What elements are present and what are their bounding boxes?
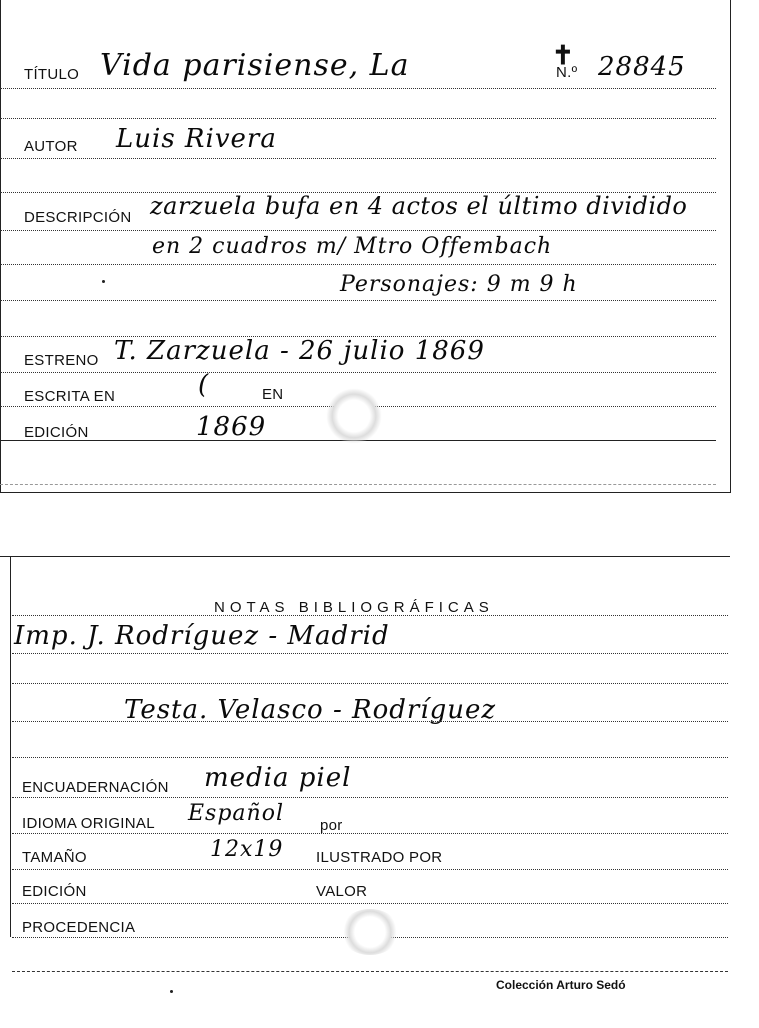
rule bbox=[0, 372, 716, 373]
titulo-value: Vida parisiense, La bbox=[100, 48, 410, 83]
procedencia-label: PROCEDENCIA bbox=[22, 919, 136, 936]
rule bbox=[0, 264, 716, 265]
titulo-label: TÍTULO bbox=[24, 66, 80, 83]
valor-label: VALOR bbox=[316, 883, 368, 900]
autor-value: Luis Rivera bbox=[116, 124, 277, 154]
descripcion-line2: en 2 cuadros m/ Mtro Offembach bbox=[152, 234, 553, 259]
cross-mark: ✝ bbox=[552, 40, 574, 70]
descripcion-label: DESCRIPCIÓN bbox=[24, 209, 132, 226]
rule bbox=[12, 683, 728, 684]
tamano-value: 12x19 bbox=[210, 837, 284, 862]
edicion-label: EDICIÓN bbox=[24, 424, 89, 441]
ink-blot bbox=[340, 909, 400, 955]
rule bbox=[12, 797, 728, 798]
escrita-en-label: ESCRITA EN bbox=[24, 388, 116, 405]
estreno-value: T. Zarzuela - 26 julio 1869 bbox=[114, 336, 485, 366]
catalog-card-back bbox=[0, 556, 730, 977]
note-line-2: Testa. Velasco - Rodríguez bbox=[124, 695, 497, 725]
ilustrado-label: ILUSTRADO POR bbox=[316, 849, 443, 866]
rule bbox=[12, 653, 728, 654]
rule bbox=[0, 484, 716, 485]
notas-heading: NOTAS BIBLIOGRÁFICAS bbox=[214, 599, 494, 616]
ink-blot bbox=[326, 388, 382, 444]
rule bbox=[0, 158, 716, 159]
rule bbox=[12, 903, 728, 904]
numero-value: 28845 bbox=[598, 52, 686, 82]
encuadernacion-value: media piel bbox=[204, 763, 352, 793]
descripcion-line3: Personajes: 9 m 9 h bbox=[340, 272, 578, 297]
estreno-label: ESTRENO bbox=[24, 352, 99, 369]
descripcion-line1: zarzuela bufa en 4 actos el último dividido bbox=[150, 192, 688, 220]
en-label: EN bbox=[262, 386, 284, 403]
numero-label: N.º bbox=[556, 64, 578, 81]
rule bbox=[0, 118, 716, 119]
idioma-value: Español bbox=[188, 801, 284, 826]
escrita-en-value: ( bbox=[198, 370, 210, 400]
rule bbox=[0, 300, 716, 301]
edicion-label: EDICIÓN bbox=[22, 883, 87, 900]
speck bbox=[170, 990, 173, 993]
speck bbox=[102, 280, 105, 283]
rule bbox=[0, 88, 716, 89]
rule bbox=[0, 230, 716, 231]
rule bbox=[12, 833, 728, 834]
encuadernacion-label: ENCUADERNACIÓN bbox=[22, 779, 169, 796]
rule bbox=[12, 869, 728, 870]
idioma-label: IDIOMA ORIGINAL bbox=[22, 815, 155, 832]
tamano-label: TAMAÑO bbox=[22, 849, 87, 866]
por-label: por bbox=[320, 817, 343, 834]
rule bbox=[12, 971, 728, 972]
catalog-card-front bbox=[0, 0, 731, 493]
note-line-1: Imp. J. Rodríguez - Madrid bbox=[14, 621, 390, 651]
rule bbox=[12, 757, 728, 758]
collection-footer: Colección Arturo Sedó bbox=[496, 978, 626, 992]
rule bbox=[12, 615, 728, 616]
rule bbox=[12, 721, 728, 722]
edicion-value: 1869 bbox=[196, 412, 267, 442]
autor-label: AUTOR bbox=[24, 138, 78, 155]
